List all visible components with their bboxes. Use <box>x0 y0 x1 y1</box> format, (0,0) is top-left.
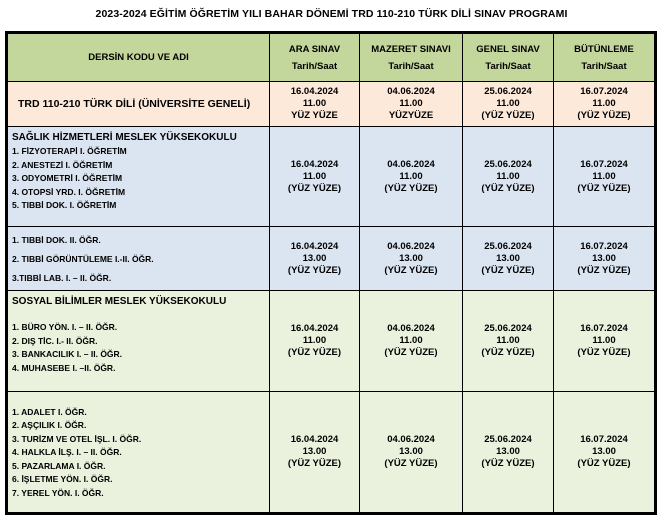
exam-name: BÜTÜNLEME <box>574 43 634 55</box>
exam-mode: (YÜZ YÜZE) <box>287 347 342 358</box>
program-list <box>8 291 270 392</box>
exam-mode: (YÜZ YÜZE) <box>481 347 535 358</box>
exam-header-genel <box>463 34 554 82</box>
exam-date: 16.04.2024 <box>290 323 339 334</box>
exam-date: 16.07.2024 <box>580 434 628 445</box>
program-item: 5. TIBBİ DOK. I. ÖĞRETİM <box>12 200 117 211</box>
exam-mode: (YÜZ YÜZE) <box>577 347 631 358</box>
exam-time: 11.00 <box>496 335 520 346</box>
exam-date: 16.07.2024 <box>580 323 628 334</box>
exam-header-ara <box>270 34 360 82</box>
exam-name: GENEL SINAV <box>476 43 540 55</box>
exam-subheader: Tarih/Saat <box>291 60 338 72</box>
exam-mode: YÜZYÜZE <box>388 110 434 121</box>
program-item: 5. PAZARLAMA I. ÖĞR. <box>12 460 106 471</box>
exam-cell <box>554 392 655 513</box>
exam-mode: YÜZ YÜZE <box>291 110 338 121</box>
program-item: 3. ODYOMETRİ I. ÖĞRETİM <box>12 173 123 184</box>
exam-mode: (YÜZ YÜZE) <box>481 458 535 469</box>
exam-cell <box>463 291 554 392</box>
exam-name: ARA SINAV <box>288 43 341 55</box>
exam-cell <box>360 127 463 227</box>
exam-time: 11.00 <box>592 98 616 109</box>
exam-mode: (YÜZ YÜZE) <box>384 458 438 469</box>
exam-time: 11.00 <box>496 170 520 182</box>
program-item: 2. TIBBİ GÖRÜNTÜLEME I.-II. ÖĞR. <box>12 254 154 264</box>
exam-cell <box>360 291 463 392</box>
exam-date: 16.07.2024 <box>580 158 628 170</box>
exam-mode: (YÜZ YÜZE) <box>577 110 631 121</box>
exam-mode: (YÜZ YÜZE) <box>287 264 342 276</box>
exam-time: 11.00 <box>399 98 423 109</box>
exam-date: 16.04.2024 <box>290 434 339 445</box>
exam-mode: (YÜZ YÜZE) <box>384 347 438 358</box>
exam-date: 25.06.2024 <box>484 158 532 170</box>
exam-time: 11.00 <box>302 335 327 346</box>
program-item: 6. İŞLETME YÖN. I. ÖĞR. <box>12 474 113 485</box>
exam-cell <box>360 82 463 127</box>
exam-date: 16.04.2024 <box>290 86 339 97</box>
program-item: 1. ADALET I. ÖĞR. <box>12 407 87 418</box>
program-item: 2. ANESTEZİ I. ÖĞRETİM <box>12 159 113 170</box>
exam-time: 13.00 <box>496 252 520 264</box>
exam-cell <box>270 127 360 227</box>
exam-mode: (YÜZ YÜZE) <box>287 182 342 194</box>
general-row <box>8 82 655 127</box>
exam-cell <box>270 291 360 392</box>
health-row-2 <box>8 227 655 291</box>
program-item: 1. BÜRO YÖN. I. – II. ÖĞR. <box>12 322 118 333</box>
program-list <box>8 392 270 513</box>
health-row-1 <box>8 127 655 227</box>
exam-time: 13.00 <box>496 446 520 457</box>
exam-cell <box>554 127 655 227</box>
exam-time: 13.00 <box>399 252 423 264</box>
course-column-header: DERSİN KODU VE ADI <box>8 34 270 82</box>
exam-date: 16.04.2024 <box>290 158 339 170</box>
program-item: 3. BANKACILIK I. – II. ÖĞR. <box>12 349 123 360</box>
program-list <box>8 227 270 291</box>
program-item: 4. OTOPSİ YRD. I. ÖĞRETİM <box>12 186 126 197</box>
program-item: 3. TURİZM VE OTEL İŞL. I. ÖĞR. <box>12 433 142 444</box>
exam-cell <box>270 227 360 291</box>
program-item: 4. HALKLA İLŞ. I. – II. ÖĞR. <box>12 447 122 458</box>
exam-mode: (YÜZ YÜZE) <box>481 110 535 121</box>
exam-date: 16.07.2024 <box>580 86 628 97</box>
exam-time: 11.00 <box>302 98 327 109</box>
exam-cell <box>554 227 655 291</box>
general-course-name: TRD 110-210 TÜRK DİLİ (ÜNİVERSİTE GENELİ) <box>8 82 270 127</box>
exam-date: 04.06.2024 <box>387 434 435 445</box>
exam-time: 11.00 <box>592 335 616 346</box>
exam-cell <box>463 392 554 513</box>
exam-time: 11.00 <box>399 170 423 182</box>
exam-cell <box>463 127 554 227</box>
program-item: 1. FİZYOTERAPİ I. ÖĞRETİM <box>12 146 127 157</box>
exam-time: 11.00 <box>496 98 520 109</box>
exam-subheader: Tarih/Saat <box>388 60 434 72</box>
exam-header-mazeret <box>360 34 463 82</box>
exam-date: 25.06.2024 <box>484 434 532 445</box>
exam-date: 16.07.2024 <box>580 240 628 252</box>
exam-mode: (YÜZ YÜZE) <box>481 182 535 194</box>
program-item: 2. AŞÇILIK I. ÖĞR. <box>12 420 87 431</box>
exam-mode: (YÜZ YÜZE) <box>384 182 438 194</box>
exam-mode: (YÜZ YÜZE) <box>384 264 438 276</box>
social-row-2 <box>8 392 655 513</box>
exam-date: 16.04.2024 <box>290 240 339 252</box>
exam-cell <box>463 82 554 127</box>
exam-time: 13.00 <box>302 252 327 264</box>
exam-cell <box>270 82 360 127</box>
exam-time: 11.00 <box>592 170 616 182</box>
program-item: 4. MUHASEBE I. –II. ÖĞR. <box>12 362 116 373</box>
exam-name: MAZERET SINAVI <box>371 43 451 55</box>
program-item: 1. TIBBİ DOK. II. ÖĞR. <box>12 235 101 245</box>
exam-time: 13.00 <box>592 252 616 264</box>
exam-time: 13.00 <box>399 446 423 457</box>
header-row <box>8 34 655 82</box>
exam-cell <box>554 82 655 127</box>
exam-date: 25.06.2024 <box>484 86 532 97</box>
exam-time: 13.00 <box>302 446 327 457</box>
page-title: 2023-2024 EĞİTİM ÖĞRETİM YILI BAHAR DÖNEMİ TRD 110-210 TÜRK DİLİ SINAV PROGRAMI <box>95 8 568 20</box>
program-item: 7. YEREL YÖN. I. ÖĞR. <box>12 487 104 498</box>
program-list <box>8 127 270 227</box>
exam-time: 13.00 <box>592 446 616 457</box>
exam-mode: (YÜZ YÜZE) <box>577 458 631 469</box>
exam-time: 11.00 <box>399 335 423 346</box>
exam-cell <box>360 227 463 291</box>
exam-cell <box>554 291 655 392</box>
exam-cell <box>463 227 554 291</box>
exam-date: 04.06.2024 <box>387 323 435 334</box>
program-item: 2. DIŞ TİC. I.- II. ÖĞR. <box>12 335 98 346</box>
exam-mode: (YÜZ YÜZE) <box>577 182 631 194</box>
school-name: SOSYAL BİLİMLER MESLEK YÜKSEKOKULU <box>12 296 227 307</box>
exam-date: 25.06.2024 <box>484 323 532 334</box>
exam-time: 11.00 <box>302 170 327 182</box>
exam-cell <box>360 392 463 513</box>
exam-date: 04.06.2024 <box>387 86 435 97</box>
social-row-1 <box>8 291 655 392</box>
exam-header-butunleme <box>554 34 655 82</box>
exam-subheader: Tarih/Saat <box>485 60 531 72</box>
exam-cell <box>270 392 360 513</box>
school-name: SAĞLIK HİZMETLERİ MESLEK YÜKSEKOKULU <box>12 132 237 143</box>
exam-mode: (YÜZ YÜZE) <box>577 264 631 276</box>
exam-schedule-table <box>7 33 655 513</box>
exam-date: 25.06.2024 <box>484 240 532 252</box>
exam-mode: (YÜZ YÜZE) <box>287 458 342 469</box>
exam-date: 04.06.2024 <box>387 158 435 170</box>
exam-subheader: Tarih/Saat <box>581 60 627 72</box>
exam-date: 04.06.2024 <box>387 240 435 252</box>
exam-mode: (YÜZ YÜZE) <box>481 264 535 276</box>
program-item: 3.TIBBİ LAB. I. – II. ÖĞR. <box>12 273 112 283</box>
